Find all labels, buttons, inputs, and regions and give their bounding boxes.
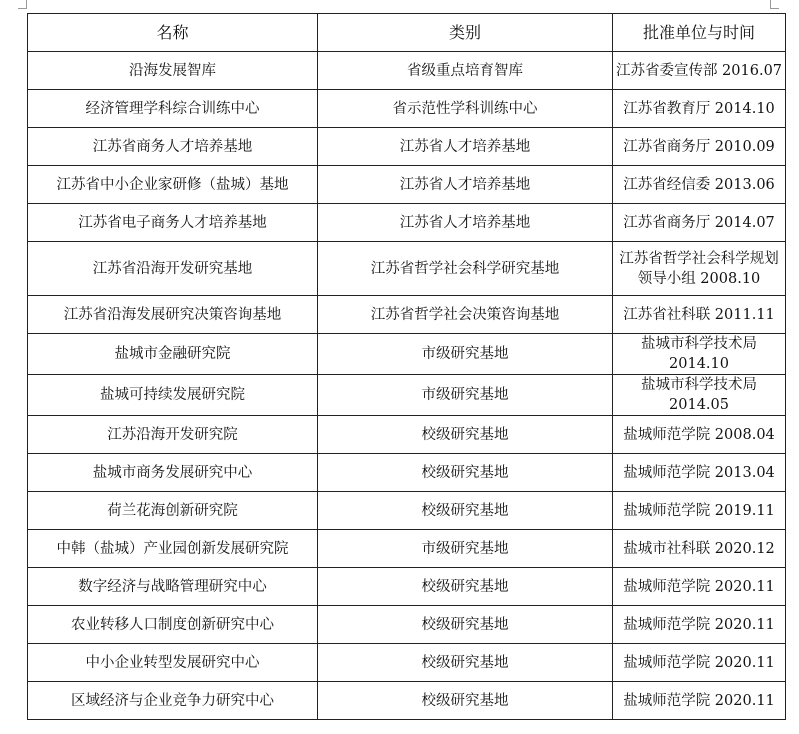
table-row <box>28 606 786 644</box>
table-row <box>28 128 786 166</box>
table-row <box>28 568 786 606</box>
cell-category: 江苏省人才培养基地 <box>318 204 613 242</box>
table-row <box>28 52 786 90</box>
cell-category: 省级重点培育智库 <box>318 52 613 90</box>
table-row <box>28 166 786 204</box>
cell-category: 校级研究基地 <box>318 644 613 682</box>
cell-approval: 盐城市科学技术局 2014.05 <box>613 375 786 416</box>
table-row <box>28 334 786 375</box>
cell-name: 江苏省商务人才培养基地 <box>28 128 318 166</box>
cell-category: 市级研究基地 <box>318 334 613 375</box>
table-row <box>28 416 786 454</box>
cell-name: 中韩（盐城）产业园创新发展研究院 <box>28 530 318 568</box>
cell-category: 江苏省哲学社会科学研究基地 <box>318 242 613 296</box>
cell-name: 荷兰花海创新研究院 <box>28 492 318 530</box>
table-row <box>28 204 786 242</box>
cell-category: 校级研究基地 <box>318 492 613 530</box>
cell-approval: 盐城师范学院 2020.11 <box>613 682 786 720</box>
table-header-row <box>28 14 786 52</box>
table-row <box>28 242 786 296</box>
cell-approval: 盐城师范学院 2020.11 <box>613 606 786 644</box>
cell-name: 盐城市商务发展研究中心 <box>28 454 318 492</box>
cell-name: 盐城可持续发展研究院 <box>28 375 318 416</box>
cell-approval: 江苏省经信委 2013.06 <box>613 166 786 204</box>
cell-category: 校级研究基地 <box>318 682 613 720</box>
cell-approval: 盐城师范学院 2020.11 <box>613 568 786 606</box>
cell-name: 江苏省沿海发展研究决策咨询基地 <box>28 296 318 334</box>
cell-approval: 江苏省社科联 2011.11 <box>613 296 786 334</box>
table-row <box>28 90 786 128</box>
header-category: 类别 <box>318 14 613 52</box>
table-row <box>28 296 786 334</box>
cell-name: 盐城市金融研究院 <box>28 334 318 375</box>
header-name: 名称 <box>28 14 318 52</box>
crop-mark-right <box>770 0 779 9</box>
cell-category: 江苏省人才培养基地 <box>318 166 613 204</box>
table-row <box>28 492 786 530</box>
cell-approval: 盐城市科学技术局 2014.10 <box>613 334 786 375</box>
table-row <box>28 530 786 568</box>
cell-approval: 江苏省委宣传部 2016.07 <box>613 52 786 90</box>
cell-approval: 江苏省商务厅 2010.09 <box>613 128 786 166</box>
table-row <box>28 454 786 492</box>
cell-approval: 江苏省商务厅 2014.07 <box>613 204 786 242</box>
table-row <box>28 682 786 720</box>
cell-name: 经济管理学科综合训练中心 <box>28 90 318 128</box>
cell-name: 江苏沿海开发研究院 <box>28 416 318 454</box>
cell-approval: 江苏省哲学社会科学规划领导小组 2008.10 <box>613 242 786 296</box>
cell-name: 中小企业转型发展研究中心 <box>28 644 318 682</box>
cell-name: 江苏省电子商务人才培养基地 <box>28 204 318 242</box>
table-row <box>28 644 786 682</box>
cell-approval: 盐城师范学院 2019.11 <box>613 492 786 530</box>
cell-category: 校级研究基地 <box>318 454 613 492</box>
cell-approval: 盐城市社科联 2020.12 <box>613 530 786 568</box>
cell-name: 农业转移人口制度创新研究中心 <box>28 606 318 644</box>
cell-name: 江苏省中小企业家研修（盐城）基地 <box>28 166 318 204</box>
cell-name: 区域经济与企业竞争力研究中心 <box>28 682 318 720</box>
cell-approval: 江苏省教育厅 2014.10 <box>613 90 786 128</box>
cell-category: 校级研究基地 <box>318 606 613 644</box>
cell-category: 江苏省哲学社会决策咨询基地 <box>318 296 613 334</box>
cell-name: 沿海发展智库 <box>28 52 318 90</box>
cell-category: 校级研究基地 <box>318 416 613 454</box>
table-row <box>28 375 786 416</box>
cell-approval: 盐城师范学院 2013.04 <box>613 454 786 492</box>
header-approval: 批准单位与时间 <box>613 14 786 52</box>
cell-name: 数字经济与战略管理研究中心 <box>28 568 318 606</box>
cell-category: 省示范性学科训练中心 <box>318 90 613 128</box>
crop-mark-left <box>18 0 27 9</box>
cell-category: 校级研究基地 <box>318 568 613 606</box>
cell-category: 市级研究基地 <box>318 530 613 568</box>
cell-approval: 盐城师范学院 2008.04 <box>613 416 786 454</box>
cell-category: 市级研究基地 <box>318 375 613 416</box>
cell-name: 江苏省沿海开发研究基地 <box>28 242 318 296</box>
research-bases-table <box>27 13 786 720</box>
cell-approval: 盐城师范学院 2020.11 <box>613 644 786 682</box>
cell-category: 江苏省人才培养基地 <box>318 128 613 166</box>
